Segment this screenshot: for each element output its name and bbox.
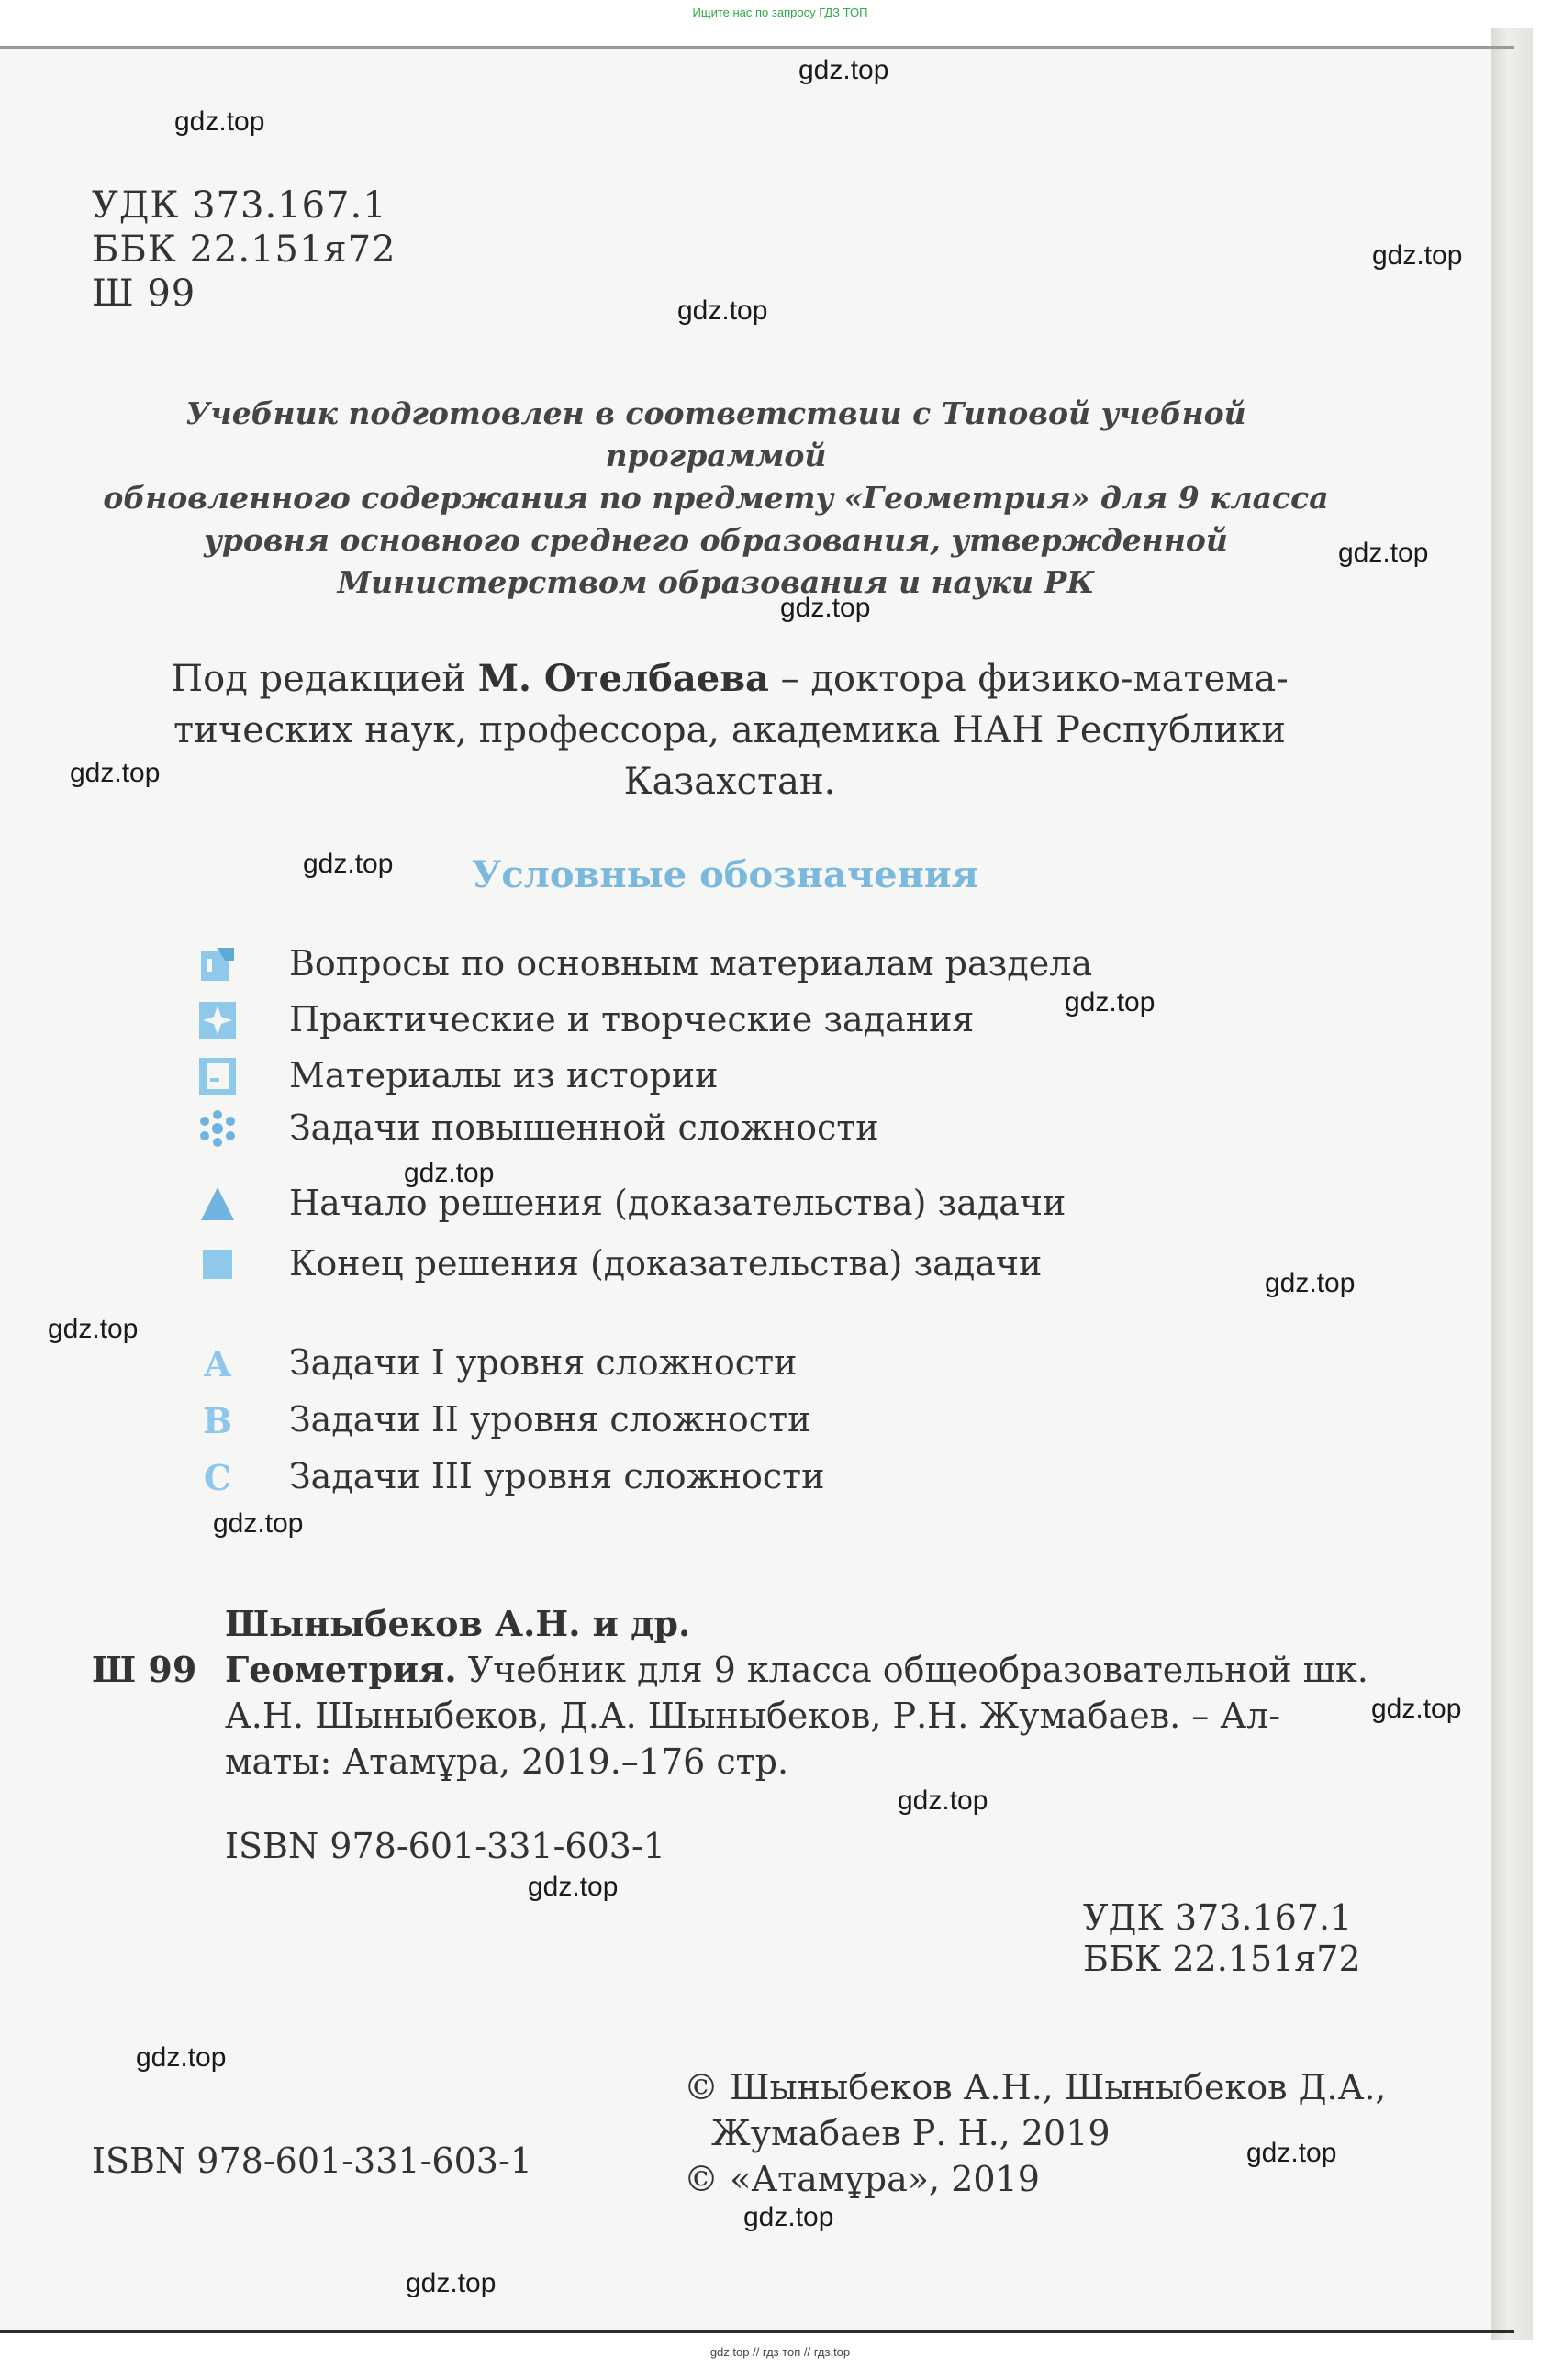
approval-line: Министерством образования и науки РК [337, 564, 1095, 600]
legend-item-label: Материалы из истории [289, 1055, 719, 1095]
book-title: Геометрия. [225, 1649, 457, 1690]
approval-statement [73, 393, 1358, 604]
biblio-line-2: А.Н. Шыныбеков, Д.А. Шыныбеков, Р.Н. Жумабаев. – Ал- [225, 1696, 1281, 1736]
biblio-line-3: маты: Атамұра, 2019.–176 стр. [225, 1741, 789, 1782]
watermark-text: gdz.top [213, 1508, 304, 1539]
watermark-text: gdz.top [1371, 1694, 1462, 1724]
legend-item-label: Начало решения (доказательства) задачи [289, 1183, 1066, 1223]
question-icon [197, 944, 238, 984]
copyright-line: © «Атамұра», 2019 [684, 2159, 1040, 2199]
watermark-text: gdz.top [677, 295, 768, 326]
legend-title: Условные обозначения [471, 853, 979, 896]
copyright-line: © Шыныбеков А.Н., Шыныбеков Д.А., [684, 2067, 1387, 2108]
watermark-text: gdz.top [174, 106, 265, 137]
editor-statement [101, 653, 1358, 807]
watermark-text: gdz.top [1338, 538, 1429, 568]
watermark-text: gdz.top [48, 1314, 139, 1344]
biblio-udk: УДК 373.167.1 [1083, 1897, 1353, 1938]
author-code: Ш 99 [92, 1649, 197, 1690]
watermark-text: gdz.top [404, 1158, 495, 1188]
watermark-text: gdz.top [1065, 987, 1156, 1018]
approval-line: уровня основного среднего образования, утвержденной [204, 522, 1228, 558]
watermark-text: gdz.top [136, 2042, 227, 2073]
level-label: Задачи I уровня сложности [289, 1342, 798, 1383]
editor-prefix: Под редакцией [171, 658, 478, 700]
watermark-text: gdz.top [743, 2202, 834, 2232]
page-top-border [0, 46, 1514, 49]
copyright-line: Жумабаев Р. Н., 2019 [711, 2113, 1111, 2153]
search-banner[interactable]: Ищите нас по запросу ГДЗ ТОП [692, 6, 868, 19]
udk-line: УДК 373.167.1 [92, 184, 387, 227]
page-bottom-border [0, 2330, 1514, 2333]
watermark-text: gdz.top [70, 758, 161, 788]
author-code: Ш 99 [92, 272, 196, 315]
bbk-line: ББК 22.151я72 [92, 228, 396, 271]
legend-item-label: Вопросы по основным материалам раздела [289, 943, 1093, 984]
level-a-icon: A [204, 1342, 231, 1385]
footer-isbn: ISBN 978-601-331-603-1 [92, 2141, 532, 2181]
watermark-text: gdz.top [780, 593, 871, 623]
watermark-text: gdz.top [303, 849, 394, 879]
editor-line-2: тических наук, профессора, академика НАН Республики [173, 709, 1286, 751]
square-icon [197, 1244, 238, 1285]
biblio-bbk: ББК 22.151я72 [1083, 1939, 1361, 1979]
authors-heading: Шыныбеков А.Н. и др. [225, 1603, 691, 1644]
level-b-icon: B [202, 1399, 233, 1441]
editor-title: – доктора физико-матема- [768, 658, 1289, 700]
watermark-text: gdz.top [798, 55, 889, 85]
legend-item-label: Задачи повышенной сложности [289, 1107, 879, 1148]
star-icon [197, 1000, 238, 1040]
level-label: Задачи III уровня сложности [289, 1456, 825, 1496]
level-label: Задачи II уровня сложности [289, 1399, 811, 1440]
triangle-icon [197, 1184, 238, 1224]
watermark-text: gdz.top [1265, 1268, 1356, 1298]
watermark-text: gdz.top [898, 1785, 988, 1816]
approval-line: Учебник подготовлен в соответствии с Типовой учебной программой [185, 395, 1246, 473]
bottom-banner[interactable]: gdz.top // гдз топ // гдз.top [709, 2345, 851, 2359]
editor-name: М. Отелбаева [477, 657, 769, 700]
legend-item-label: Практические и творческие задания [289, 999, 975, 1040]
level-c-icon: C [203, 1456, 232, 1498]
biblio-line-1 [225, 1647, 1368, 1693]
approval-line: обновленного содержания по предмету «Геометрия» для 9 класса [103, 480, 1329, 516]
page-edge-shadow [1491, 28, 1533, 2340]
book-description: Учебник для 9 класса общеобразовательной шк. [456, 1650, 1368, 1690]
watermark-text: gdz.top [406, 2268, 497, 2298]
watermark-text: gdz.top [528, 1872, 619, 1902]
history-icon [197, 1056, 238, 1096]
snowflake-icon [197, 1108, 238, 1149]
editor-line-1 [101, 653, 1358, 705]
biblio-isbn: ISBN 978-601-331-603-1 [225, 1826, 665, 1866]
watermark-text: gdz.top [1246, 2138, 1337, 2168]
watermark-text: gdz.top [1372, 240, 1463, 271]
legend-item-label: Конец решения (доказательства) задачи [289, 1243, 1043, 1284]
editor-line-3: Казахстан. [623, 761, 836, 803]
